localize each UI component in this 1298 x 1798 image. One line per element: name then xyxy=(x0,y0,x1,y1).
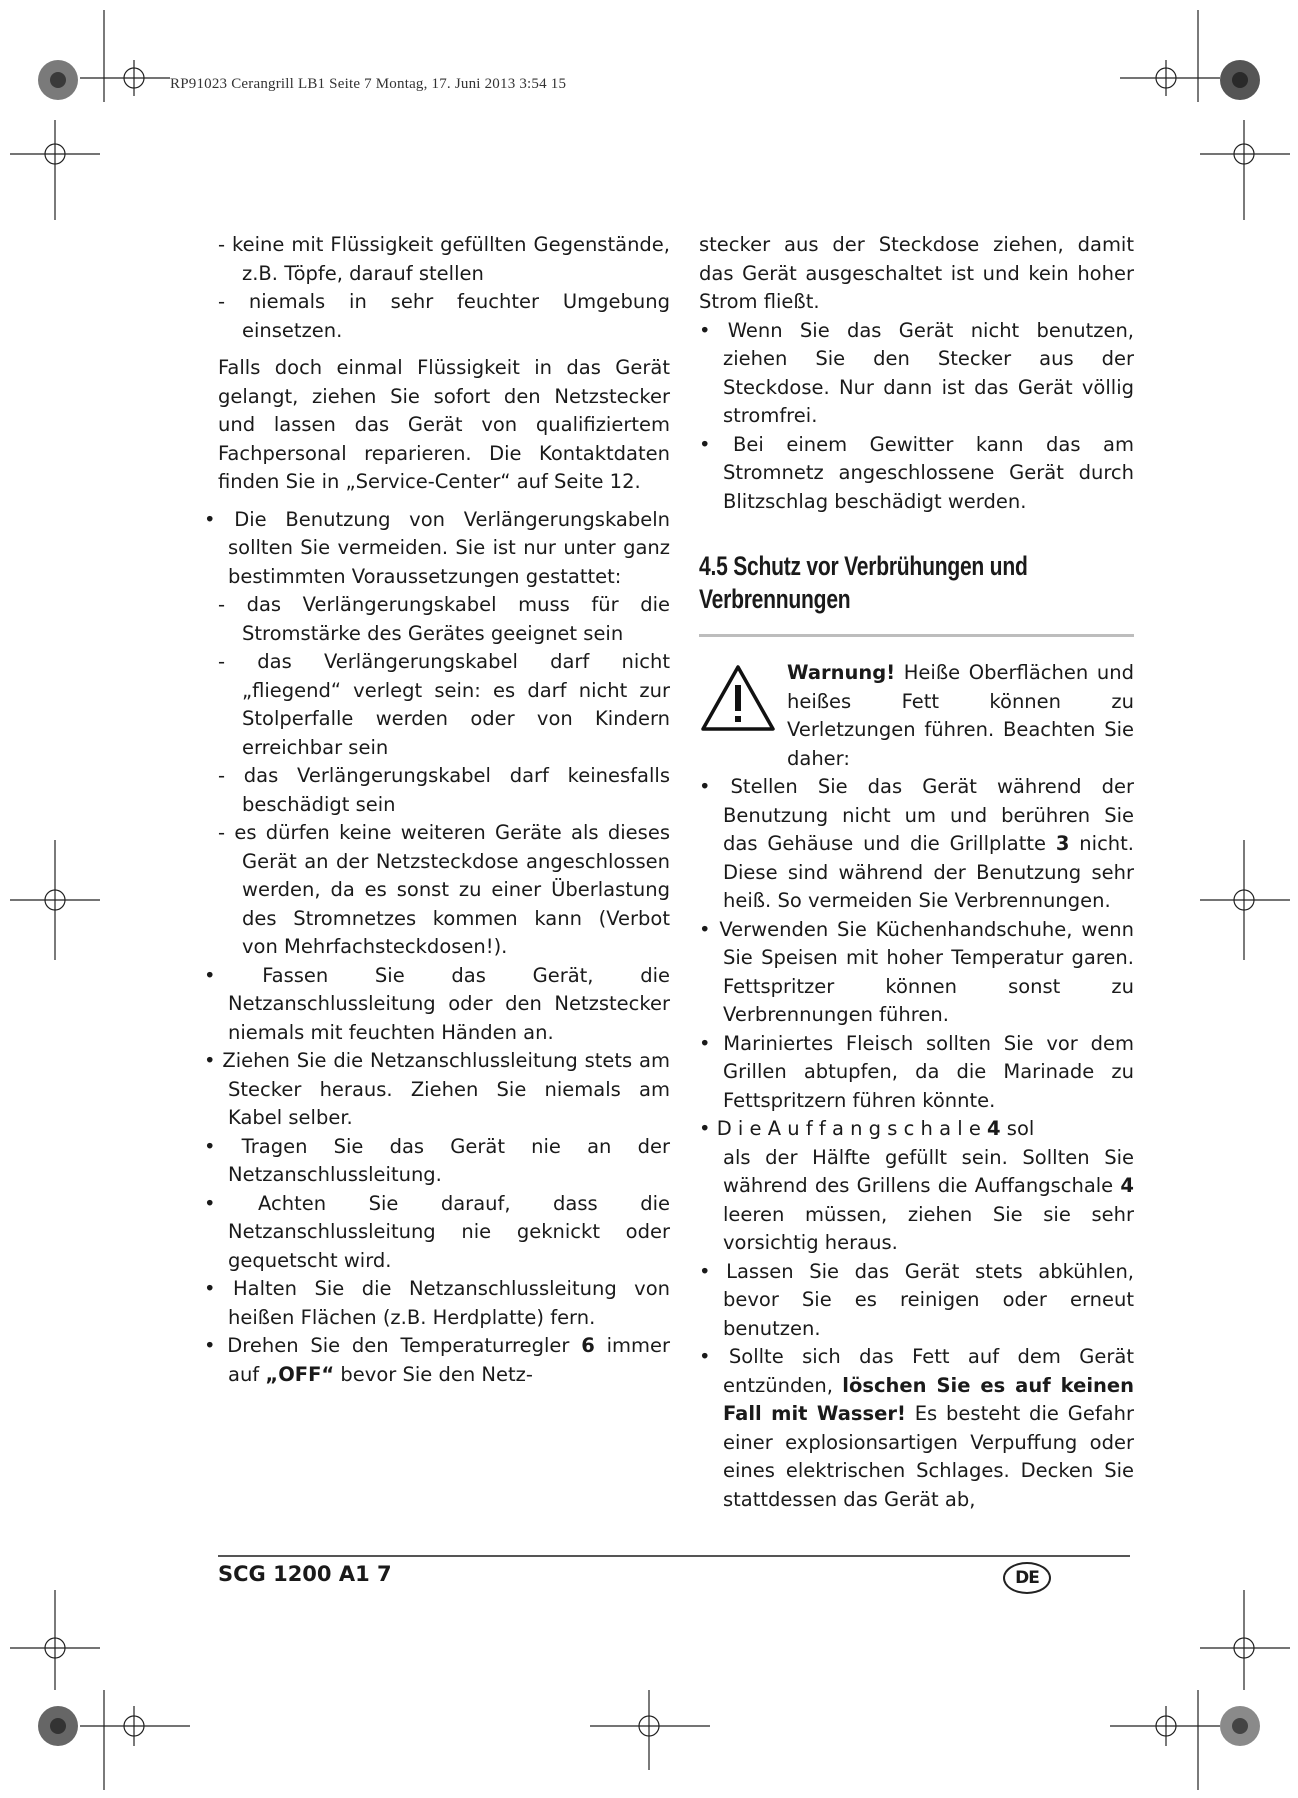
bullet-text: Es besteht die Gefahr einer explosionsartigen Verpuffung oder eines elektrischen Schlages. Decken Sie stattdessen das Gerät ab, xyxy=(723,1402,1135,1511)
bullet-text: • Stellen Sie das Gerät während der Benutzung nicht um und berühren Sie das Gehäuse und die Grillplatte xyxy=(699,775,1134,855)
bullet-text: • Drehen Sie den Temperaturregler xyxy=(204,1334,582,1357)
emphasis-text: löschen Sie es auf keinen Fall mit Wasser! xyxy=(723,1373,1134,1425)
list-dash-item: - das Verlängerungskabel muss für die Stromstärke des Gerätes geeignet sein xyxy=(218,593,670,645)
bullet-item xyxy=(699,1115,1134,1144)
footer-rule xyxy=(218,1555,1130,1557)
bullet-item: • Lassen Sie das Gerät stets abkühlen, bevor Sie es reinigen oder erneut benutzen. xyxy=(699,1259,1134,1340)
bullet-text: nicht. Diese sind während der Benutzung sehr heiß. So vermeiden Sie Verbrennungen. xyxy=(723,832,1135,912)
warning-triangle-icon xyxy=(699,663,777,733)
bullet-item xyxy=(204,1332,670,1389)
bullet-item: • Verwenden Sie Küchenhandschuhe, wenn Sie Speisen mit hoher Temperatur garen. Fettspritzer können sonst zu Verbrennungen führen. xyxy=(699,917,1134,1026)
bullet-text: leeren müssen, ziehen Sie sie sehr vorsichtig heraus. xyxy=(723,1202,1134,1254)
bullet-item: • Wenn Sie das Gerät nicht benutzen, ziehen Sie den Stecker aus der Steckdose. Nur dann ist das Gerät völlig stromfrei. xyxy=(699,318,1134,427)
footer-model-page: SCG 1200 A1 7 xyxy=(218,1562,392,1586)
bullet-text: immer auf xyxy=(228,1334,671,1386)
bullet-item: • Fassen Sie das Gerät, die Netzanschlussleitung oder den Netzstecker niemals mit feuchten Händen an. xyxy=(204,963,670,1044)
bullet-text: bevor Sie den Netz- xyxy=(334,1362,533,1386)
bullet-item: • Achten Sie darauf, dass die Netzanschlussleitung nie geknickt oder gequetscht wird. xyxy=(204,1191,670,1272)
section-heading: 4.5 Schutz vor Verbrühungen und Verbrennungen xyxy=(699,551,1028,614)
off-label: „OFF“ xyxy=(265,1362,335,1386)
part-number: 6 xyxy=(581,1334,595,1357)
bullet-continuation xyxy=(699,1144,1134,1258)
list-dash-item: - das Verlängerungskabel darf keinesfalls beschädigt sein xyxy=(218,764,670,816)
warning-box xyxy=(699,659,1134,773)
warning-text xyxy=(787,659,1134,773)
list-dash-item: - niemals in sehr feuchter Umgebung einsetzen. xyxy=(218,290,670,342)
bullet-item: • Ziehen Sie die Netzanschlussleitung stets am Stecker heraus. Ziehen Sie niemals am Kabel selber. xyxy=(204,1049,670,1129)
warning-label: Warnung! xyxy=(787,661,896,684)
paragraph: Falls doch einmal Flüssigkeit in das Gerät gelangt, ziehen Sie sofort den Netzstecker und lassen das Gerät von qualifiziertem Fachpersonal reparieren. Die Kontaktdaten finden Sie in „Service-Center“ auf Seite 12. xyxy=(218,356,670,493)
bullet-item: • Halten Sie die Netzanschlussleitung von heißen Flächen (z.B. Herdplatte) fern. xyxy=(204,1277,670,1329)
right-column xyxy=(699,231,1134,1514)
paragraph-continued: stecker aus der Steckdose ziehen, damit das Gerät ausgeschaltet ist und kein hoher Strom fließt. xyxy=(699,233,1134,313)
bullet-item: • Mariniertes Fleisch sollten Sie vor dem Grillen abtupfen, da die Marinade zu Fettspritzern führen könnte. xyxy=(699,1031,1134,1112)
print-header: RP91023 Cerangrill LB1 Seite 7 Montag, 17. Juni 2013 3:54 15 xyxy=(170,76,567,92)
left-column xyxy=(204,231,671,1389)
part-number: 3 xyxy=(1055,832,1070,855)
bullet-item xyxy=(699,1343,1134,1514)
list-dash-item: - das Verlängerungskabel darf nicht „fliegend“ verlegt sein: es darf nicht zur Stolperfalle werden oder von Kindern erreichbar sein xyxy=(218,650,670,759)
bullet-item: • Die Benutzung von Verlängerungskabeln sollten Sie vermeiden. Sie ist nur unter ganz bestimmten Voraussetzungen gestattet: xyxy=(204,507,670,588)
bullet-item xyxy=(699,773,1134,916)
bullet-item: • Tragen Sie das Gerät nie an der Netzanschlussleitung. xyxy=(204,1134,670,1186)
warning-body: Heiße Oberflächen und heißes Fett können zu Verletzungen führen. Beachten Sie daher: xyxy=(787,661,1134,770)
part-number: 4 xyxy=(987,1117,1001,1140)
part-number: 4 xyxy=(1120,1174,1134,1197)
bullet-text: sol xyxy=(1000,1117,1035,1140)
bullet-text: als der Hälfte gefüllt sein. Sollten Sie während des Grillens die Auffangschale xyxy=(723,1145,1134,1197)
bullet-text: • D i e A u f f a n g s c h a l e xyxy=(699,1117,988,1140)
language-badge: DE xyxy=(1003,1562,1051,1594)
list-dash-item: - es dürfen keine weiteren Geräte als dieses Gerät an der Netzsteckdose angeschlossen werden, da es sonst zu einer Überlastung des Stromnetzes kommen kann (Verbot von Mehrfachsteckdosen!). xyxy=(218,821,670,958)
bullet-text: • Sollte sich das Fett auf dem Gerät entzünden, xyxy=(699,1345,1134,1397)
heading-rule xyxy=(699,634,1134,637)
bullet-item: • Bei einem Gewitter kann das am Stromnetz angeschlossene Gerät durch Blitzschlag beschädigt werden. xyxy=(699,432,1134,513)
list-dash-item: - keine mit Flüssigkeit gefüllten Gegenstände, z.B. Töpfe, darauf stellen xyxy=(218,233,670,285)
